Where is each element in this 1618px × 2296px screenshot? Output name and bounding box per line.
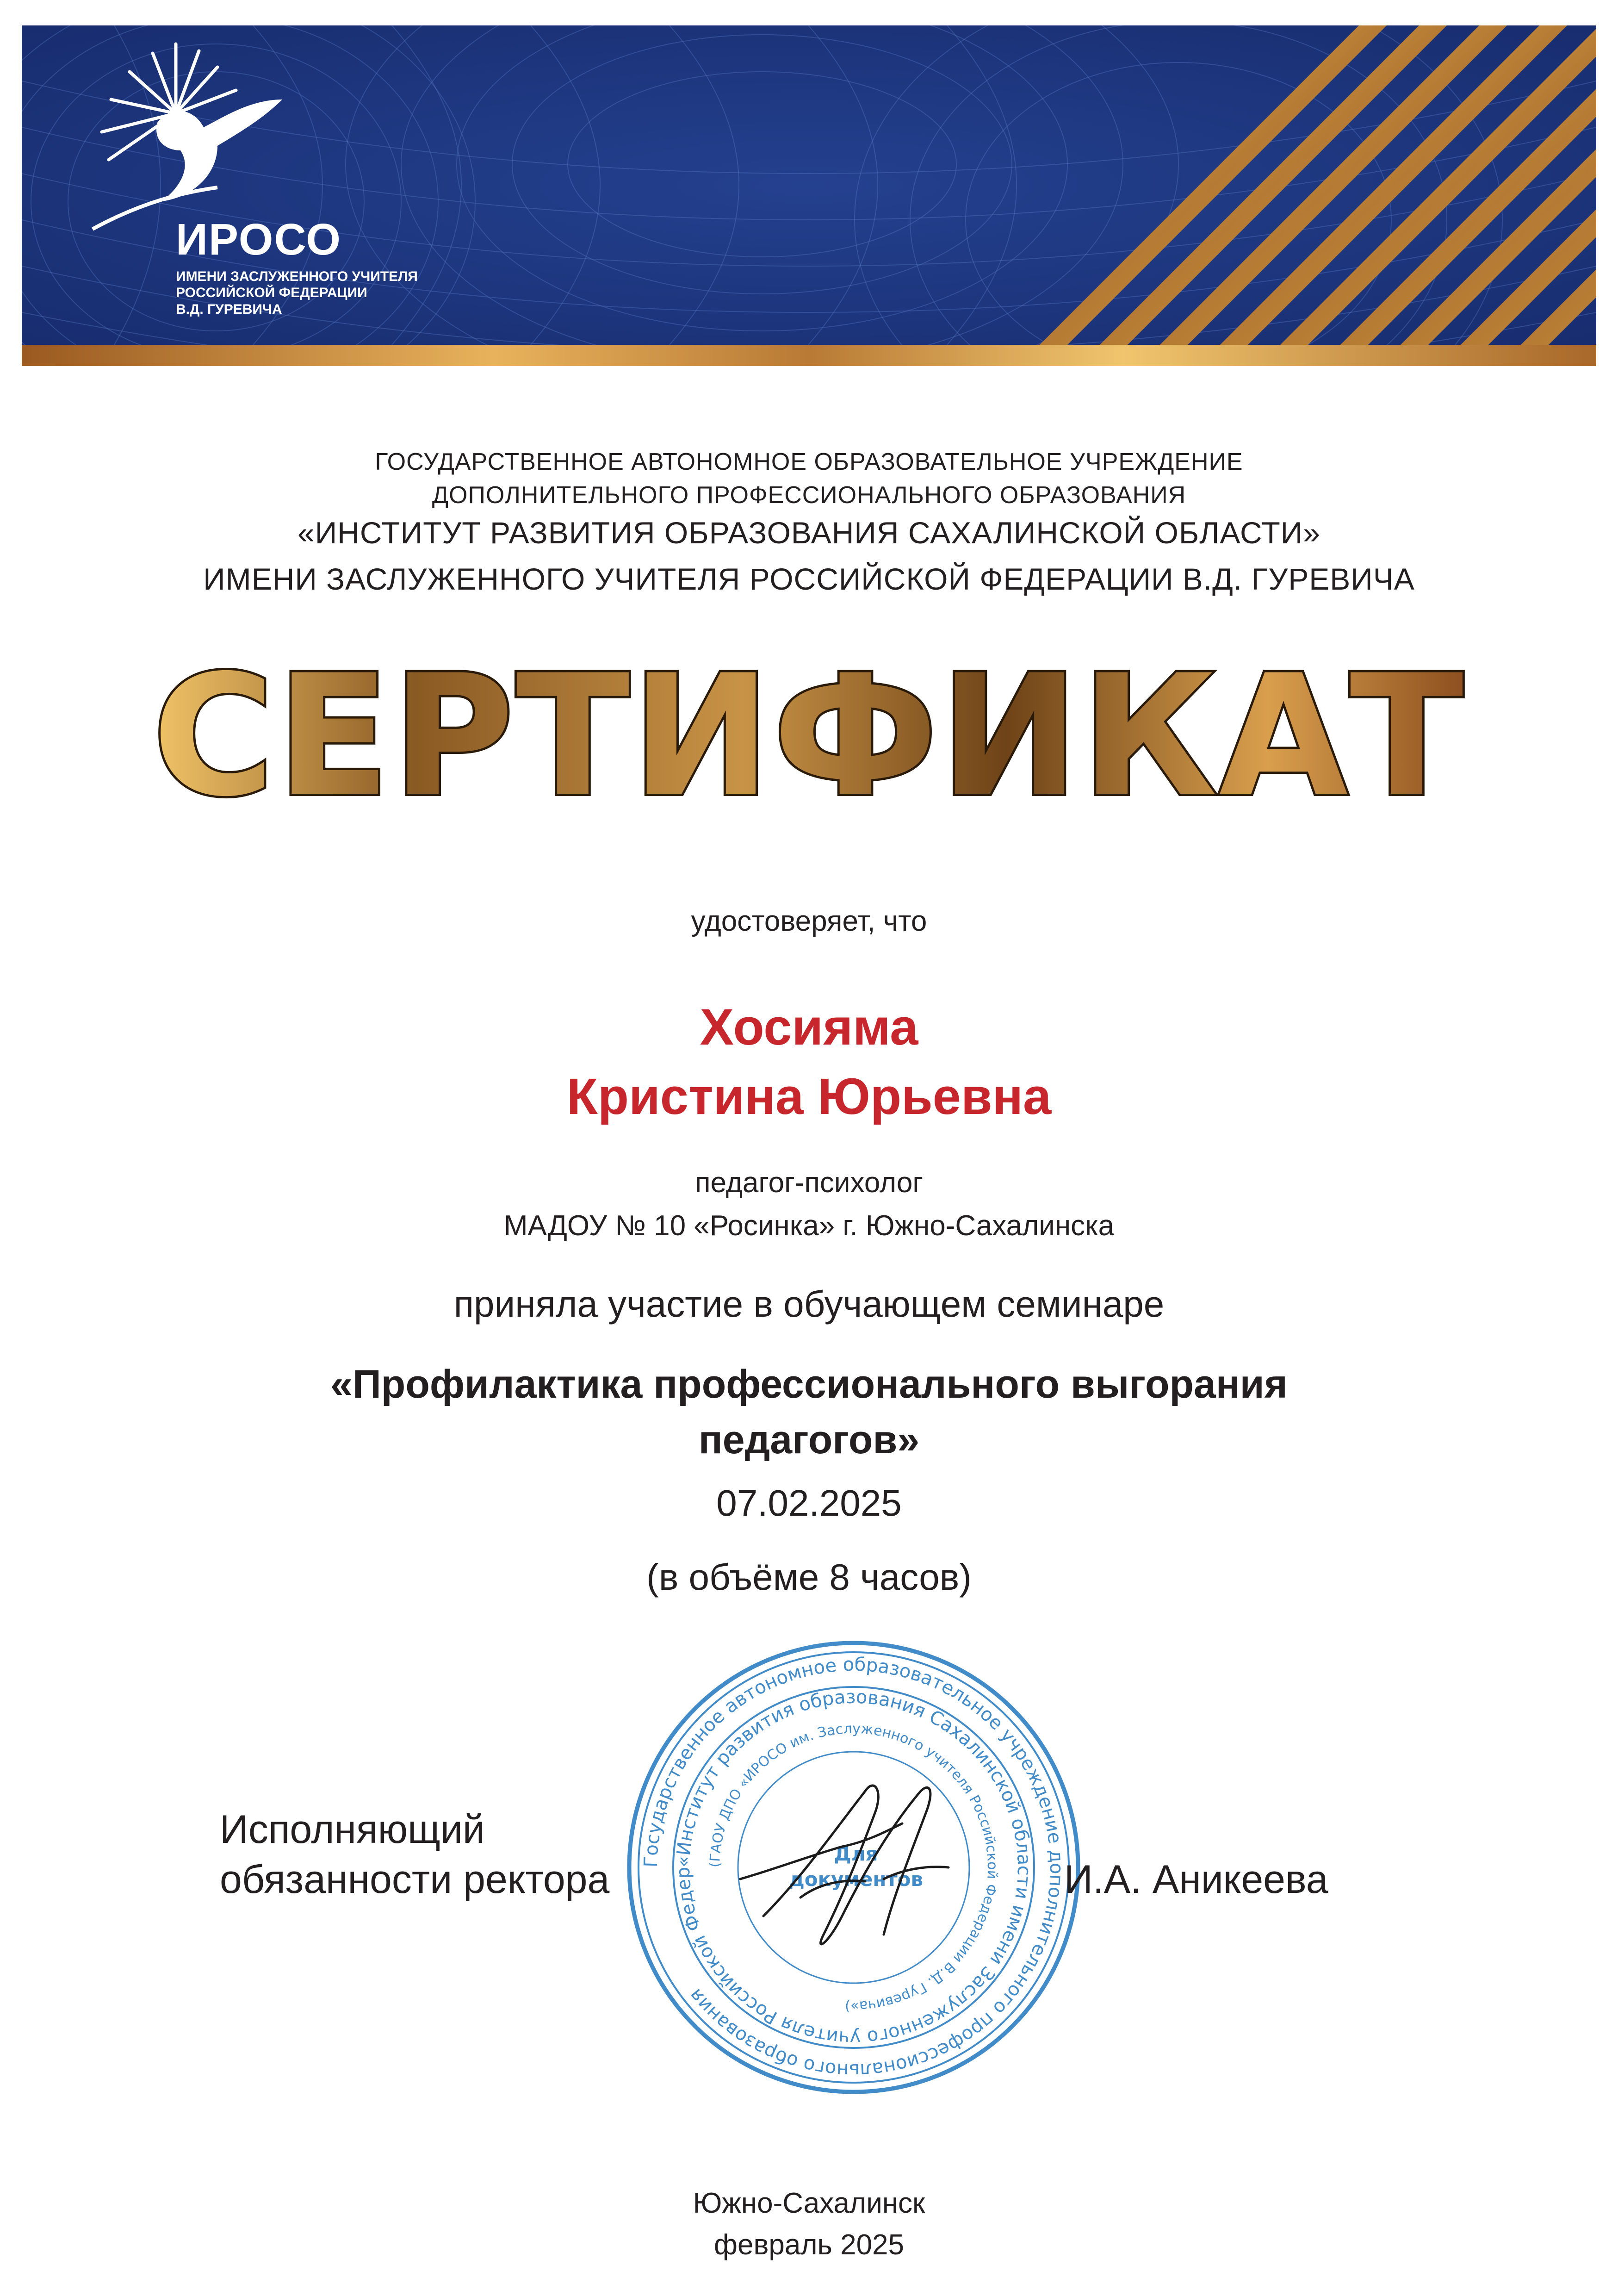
stamp-center-line2: документов: [788, 1868, 924, 1891]
seminar-volume: (в объёме 8 часов): [646, 1556, 972, 1598]
footer-date: февраль 2025: [713, 2229, 905, 2261]
signatory-name: И.А. Аникеева: [1064, 1857, 1328, 1902]
seminar-date: 07.02.2025: [716, 1482, 902, 1524]
certificate-title-text: СЕРТИФИКАТ: [152, 639, 1465, 828]
logo-subtitle-line3: В.Д. ГУРЕВИЧА: [176, 301, 282, 317]
seminar-title-line2: педагогов»: [698, 1418, 920, 1462]
certificate-title: [0, 634, 1618, 828]
logo-subtitle-line2: РОССИЙСКОЙ ФЕДЕРАЦИИ: [176, 285, 367, 301]
stamp-center-line1: Для: [834, 1842, 878, 1865]
dove-sun-icon: [65, 35, 342, 238]
logo-brand: ИРОСО: [176, 215, 342, 264]
stamp-outer-text: Государственное автономное образовательное учреждение дополнительного профессионального образования: [640, 1654, 1067, 2081]
official-stamp: [625, 1638, 1083, 2097]
signatory-role-line1: Исполняющий: [220, 1807, 485, 1852]
logo-subtitle: [176, 268, 418, 317]
org-line-4: ИМЕНИ ЗАСЛУЖЕННОГО УЧИТЕЛЯ РОССИЙСКОЙ ФЕДЕРАЦИИ В.Д. ГУРЕВИЧА: [203, 562, 1415, 596]
org-line-2: ДОПОЛНИТЕЛЬНОГО ПРОФЕССИОНАЛЬНОГО ОБРАЗОВАНИЯ: [432, 482, 1186, 509]
recipient-given-names: Кристина Юрьевна: [566, 1068, 1052, 1125]
recipient-surname: Хосияма: [700, 999, 918, 1056]
recipient-position: педагог-психолог: [695, 1167, 923, 1199]
org-line-3: «ИНСТИТУТ РАЗВИТИЯ ОБРАЗОВАНИЯ САХАЛИНСКОЙ ОБЛАСТИ»: [298, 516, 1320, 550]
seminar-title-line1: «Профилактика профессионального выгорания: [330, 1362, 1288, 1406]
stamp-inner-text: (ГАОУ ДПО «ИРОСО им. Заслуженного учителя Российской Федерации В.Д. Гуревича»): [707, 1720, 1001, 2015]
logo-emblem: [65, 35, 342, 238]
logo-subtitle-line1: ИМЕНИ ЗАСЛУЖЕННОГО УЧИТЕЛЯ: [176, 269, 418, 284]
org-line-1: ГОСУДАРСТВЕННОЕ АВТОНОМНОЕ ОБРАЗОВАТЕЛЬНОЕ УЧРЕЖДЕНИЕ: [375, 448, 1243, 475]
signatory-role-line2: обязанности ректора: [220, 1857, 610, 1902]
signatory-role: [220, 1805, 609, 1904]
recipient-workplace: МАДОУ № 10 «Росинка» г. Южно-Сахалинска: [503, 1210, 1115, 1242]
participation-text: приняла участие в обучающем семинаре: [453, 1283, 1165, 1325]
stamp-middle-text: «Институт развития образования Сахалинской области имени Заслуженного учителя Российской Федер: [672, 1686, 1035, 2049]
certifies-text: удостоверяет, что: [691, 905, 927, 937]
footer-city: Южно-Сахалинск: [693, 2187, 925, 2219]
